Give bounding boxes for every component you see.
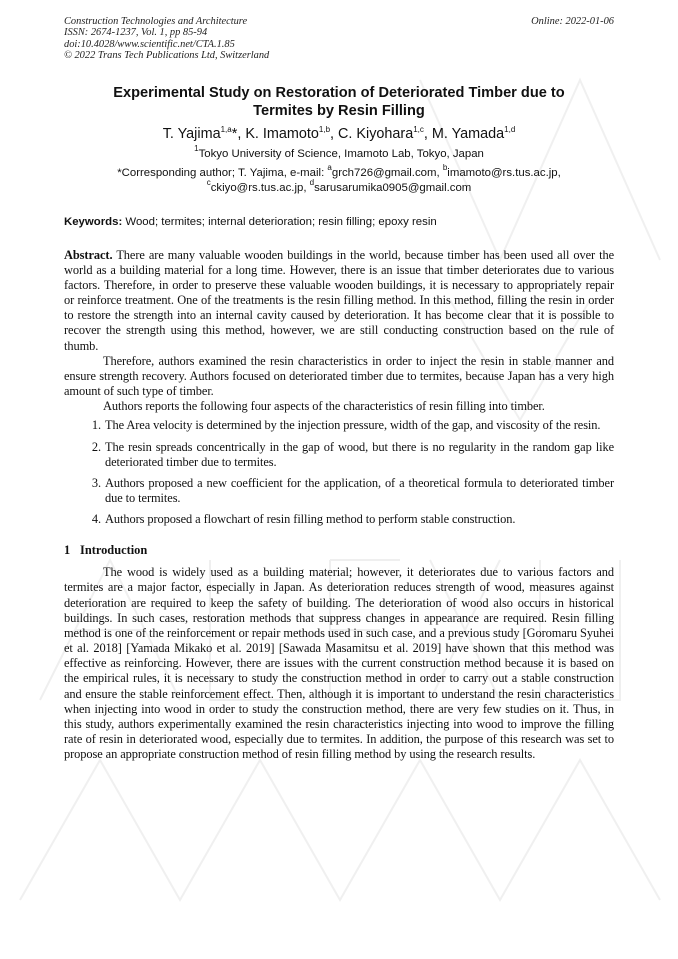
author: K. Imamoto$^{1,b}$,: [245, 124, 339, 142]
email-link[interactable]: imamoto@rs.tus.ac.jp: [447, 166, 558, 179]
doi: doi:10.4028/www.scientific.net/CTA.1.85: [64, 38, 235, 50]
journal-info: [64, 16, 269, 62]
email-link[interactable]: ckiyo@rs.tus.ac.jp: [210, 181, 304, 194]
keywords-label: Keywords:: [64, 215, 123, 228]
abstract: [64, 248, 614, 528]
paper-page: [64, 16, 614, 762]
email-link[interactable]: grch726@gmail.com: [331, 166, 437, 179]
section-title: Introduction: [80, 543, 148, 558]
list-item: 4. Authors proposed a flowchart of resin filling method to perform stable construction.: [104, 512, 614, 527]
list-item: 2. The resin spreads concentrically in the gap of wood, but there is no regularity in the random gap like deteriorated timber due to termites.: [104, 440, 614, 470]
keywords-text: Wood; termites; internal deterioration; resin filling; epoxy resin: [122, 215, 437, 228]
paper-title: Experimental Study on Restoration of Deteriorated Timber due to Termites by Resin Filling: [113, 84, 565, 119]
online-date: Online: 2022-01-06: [531, 16, 614, 27]
keywords: [64, 215, 614, 229]
abstract-label: Abstract.: [64, 247, 113, 262]
author: M. Yamada$^{1,d}$: [431, 124, 516, 142]
author-list: [64, 125, 614, 143]
abstract-paragraph: Abstract. There are many valuable wooden buildings in the world, because timber has been used all over the world as a building material for a long time. However, there is an issue that timber deteriorates due to various factors. Therefore, in order to preserve these valuable wooden buildings, it is necessary to appropriately repair or reinforce treatment. One of the treatments is the resin filling method. In this method, filling the resin in order to restore the strength into an internal cavity caused by deterioration. It has become clear that it is possible to recover the strength using this method, however, we are still conducting construction based on the rule of thumb.: [64, 247, 614, 353]
introduction-paragraph: The wood is widely used as a building material; however, it deteriorates due to various factors and termites are a major factor, especially in Japan. As deterioration reduces strength of wood, measures against deterioration are required to keep the safety of building. The deterioration of wood also occurs in historical buildings. In such cases, restoration methods that suppress changes in appearance are required. Resin filling method is one of the reinforcement or repair methods used in such case, and a previous study [Goromaru Syuhei et al. 2018] [Yamada Mikako et al. 2019] [Sawada Masamitsu et al. 2019] have shown that this method was effective as reinforcing. However, there are issues with the current construction method because it is based on the empirical rules, it is necessary to study the construction method in order to carry out a stable construction and ensure the stable reinforcement effect. Then, although it is important to understand the resin characteristics when injecting into wood in order to study the construction method, there are very few studies on it. Thus, in this study, authors experimentally examined the resin characteristics injecting into wood to improve the filling rate of resin in deteriorated wood, especially due to termites. In addition, the purpose of this research was set to propose an appropriate construction method of resin filling method by using the research results.: [64, 565, 614, 762]
affiliation: $^1$Tokyo University of Science, Imamoto Lab, Tokyo, Japan: [194, 143, 484, 160]
section-number: 1: [64, 543, 71, 558]
corresponding-author: *Corresponding author; T. Yajima, e-mail: $^a$grch726@gmail.com, $^b$imamoto@rs.tus.ac.jp, $^c$ckiyo@rs.tus.ac.jp, $^d$sarusarumika0905@gmail.com: [117, 162, 561, 194]
issn: ISSN: 2674-1237, Vol. 1, pp 85-94: [64, 27, 208, 39]
author: C. Kiyohara$^{1,c}$,: [338, 124, 432, 142]
email-link[interactable]: sarusarumika0905@gmail.com: [314, 181, 472, 194]
list-item: 1. The Area velocity is determined by the injection pressure, width of the gap, and viscosity of the resin.: [104, 418, 614, 433]
section-heading: [64, 543, 614, 558]
aspects-list: [64, 418, 614, 527]
abstract-paragraph: Therefore, authors examined the resin characteristics in order to inject the resin in stable manner and ensure strength recovery. Authors focused on deteriorated timber due to termites, because Japan has a very high amount of such type of timber.: [64, 353, 614, 399]
author: T. Yajima$^{1,a}$*,: [162, 124, 246, 142]
list-item: 3. Authors proposed a new coefficient for the application, of a theoretical formula to deteriorated timber due to termites.: [104, 476, 614, 506]
copyright: © 2022 Trans Tech Publications Ltd, Switzerland: [64, 50, 270, 62]
abstract-paragraph: Authors reports the following four aspects of the characteristics of resin filling into timber.: [103, 399, 545, 414]
journal-name: Construction Technologies and Architecture: [64, 16, 248, 27]
journal-header: [64, 16, 614, 62]
